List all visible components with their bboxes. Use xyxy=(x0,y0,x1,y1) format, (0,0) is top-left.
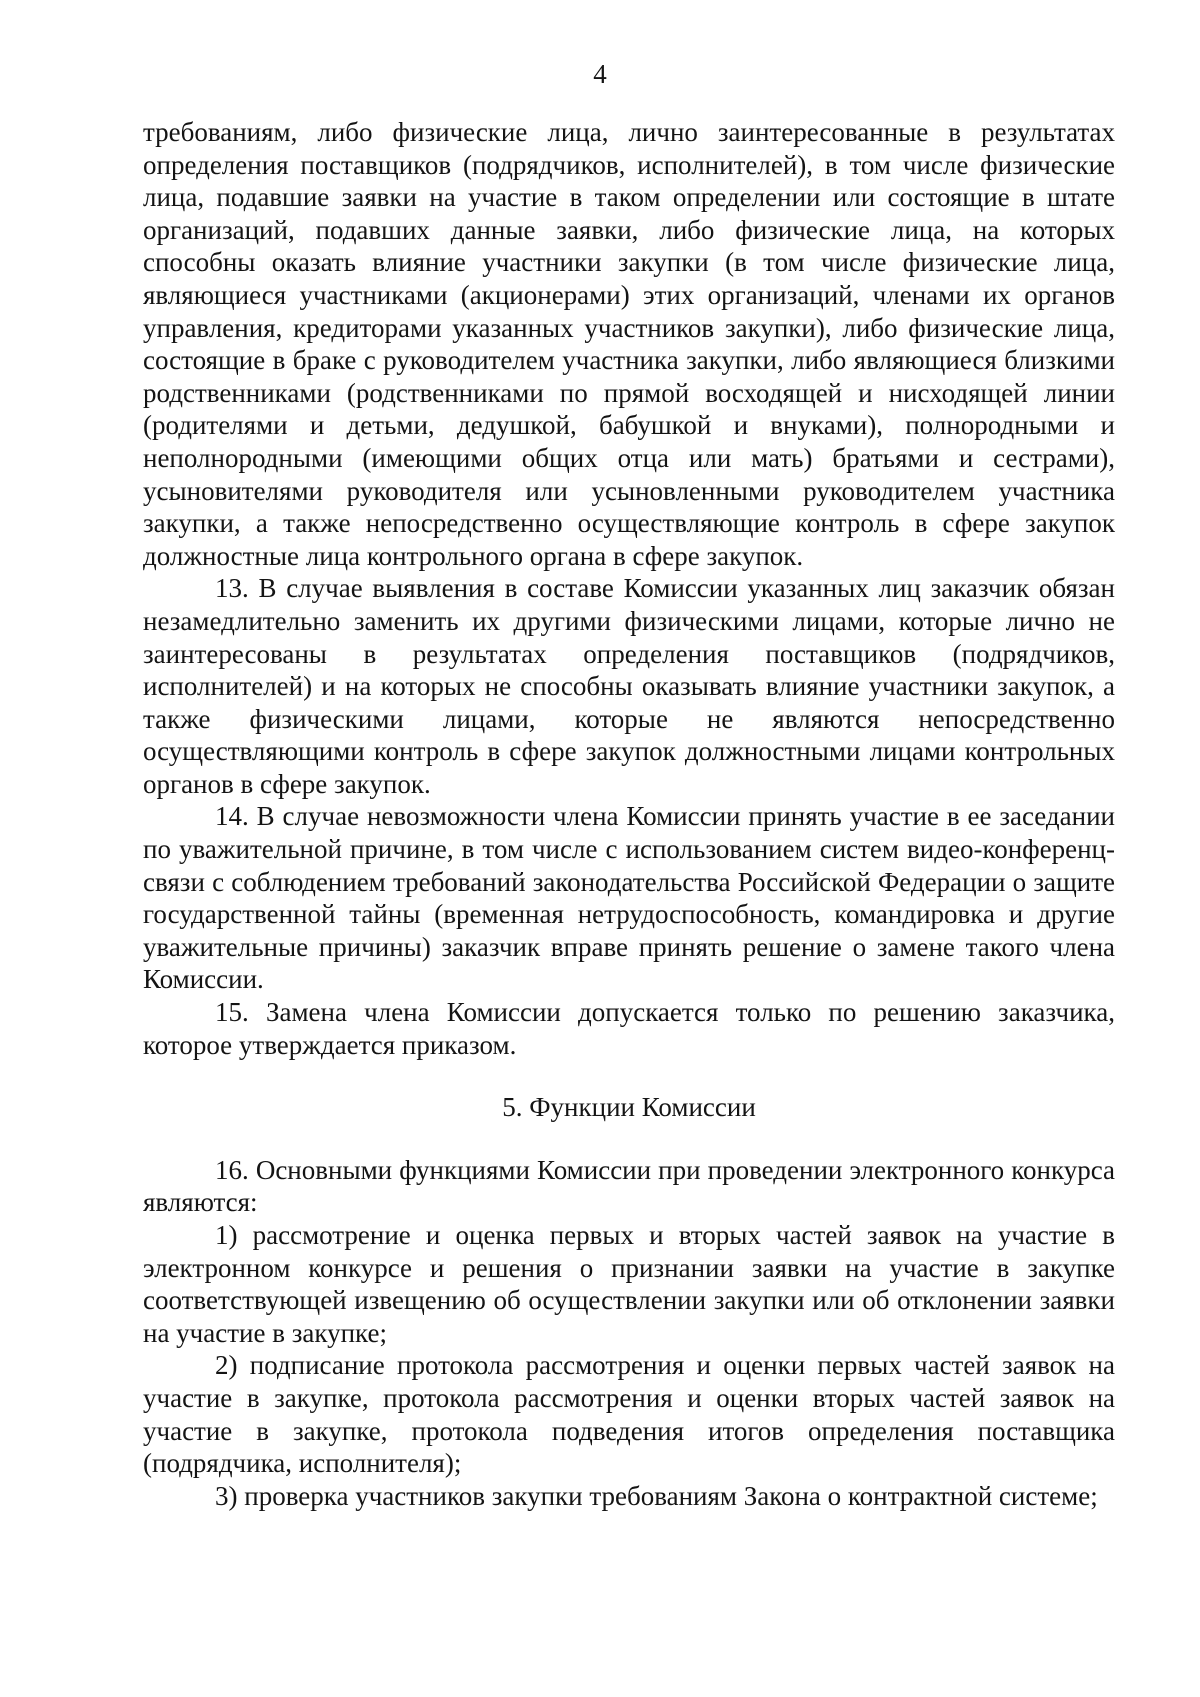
paragraph-continuation: требованиям, либо физические лица, лично заинтересованные в результатах определения поставщиков (подрядчиков, исполнителей), в том числе физические лица, подавшие заявки на участие в таком определении или состоящие в штате организаций, подавших данные заявки, либо физические лица, на которых способны оказать влияние участники закупки (в том числе физические лица, являющиеся участниками (акционерами) этих организаций, членами их органов управления, кредиторами указанных участников закупки), либо физические лица, состоящие в браке с руководителем участника закупки, либо являющиеся близкими родственниками (родственниками по прямой восходящей и нисходящей линии (родителями и детьми, дедушкой, бабушкой и внуками), полнородными и неполнородными (имеющими общих отца или мать) братьями и сестрами), усыновителями руководителя или усыновленными руководителем участника закупки, а также непосредственно осуществляющие контроль в сфере закупок должностные лица контрольного органа в сфере закупок. xyxy=(143,117,1115,571)
document-body xyxy=(143,116,1115,1512)
paragraph-item-14: 14. В случае невозможности члена Комиссии принять участие в ее заседании по уважительной причине, в том числе с использованием систем видео-конференц-связи с соблюдением требований законодательства Российской Федерации о защите государственной тайны (временная нетрудоспособность, командировка и другие уважительные причины) заказчик вправе принять решение о замене такого члена Комиссии. xyxy=(143,801,1115,995)
list-item-2: 2) подписание протокола рассмотрения и оценки первых частей заявок на участие в закупке, протокола рассмотрения и оценки вторых частей заявок на участие в закупке, протокола подведения итогов определения поставщика (подрядчика, исполнителя); xyxy=(143,1350,1115,1479)
paragraph-item-15: 15. Замена члена Комиссии допускается только по решению заказчика, которое утверждается приказом. xyxy=(143,997,1115,1060)
list-item-1: 1) рассмотрение и оценка первых и вторых частей заявок на участие в электронном конкурсе и решения о признании заявки на участие в закупке соответствующей извещению об осуществлении закупки или об отклонении заявки на участие в закупке; xyxy=(143,1220,1115,1348)
spacer xyxy=(143,1124,1115,1154)
spacer xyxy=(143,1061,1115,1091)
page-number: 4 xyxy=(593,59,607,89)
paragraph-item-16: 16. Основными функциями Комиссии при проведении электронного конкурса являются: xyxy=(143,1154,1115,1218)
list-item-3: 3) проверка участников закупки требованиям Закона о контрактной системе; xyxy=(215,1480,1098,1511)
section-heading: 5. Функции Комиссии xyxy=(502,1092,756,1123)
paragraph-item-13: 13. В случае выявления в составе Комиссии указанных лиц заказчик обязан незамедлительно заменить их другими физическими лицами, которые лично не заинтересованы в результатах определения поставщиков (подрядчиков, исполнителей) и на которых не способны оказывать влияние участники закупок, а также физическими лицами, которые не являются непосредственно осуществляющими контроль в сфере закупок должностными лицами контрольных органов в сфере закупок. xyxy=(143,573,1115,799)
